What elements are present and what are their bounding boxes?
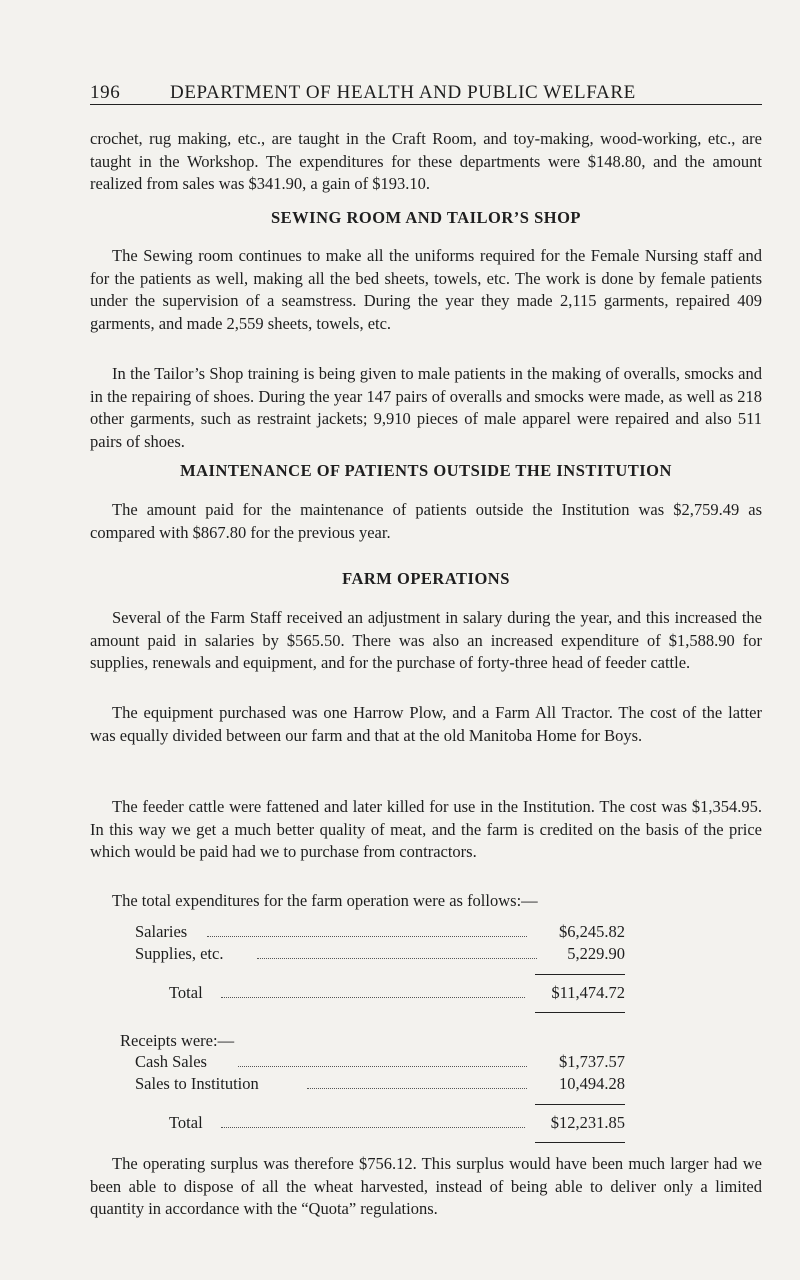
farm-block-2 [90, 702, 762, 747]
sewing-heading: SEWING ROOM AND TAILOR’S SHOP [270, 208, 582, 227]
leader-dots [221, 997, 525, 998]
farm-paragraph-3: The feeder cattle were fattened and later killed for use in the Institution. The cost was $1,354.95. In this way we get a much better quality of meat, and the farm is credited on the basis of the price which would be paid had we to purchase from contractors. [90, 797, 762, 861]
ledger-total-amount: $12,231.85 [550, 1113, 625, 1132]
ledger-total-label: Total [169, 983, 203, 1002]
farm-block-1 [90, 607, 762, 675]
ledger-row-expenditures-total [169, 983, 625, 1005]
ledger-label: Cash Sales [135, 1052, 207, 1071]
closing-block [90, 1153, 762, 1221]
total-rule [535, 1142, 625, 1143]
page-number: 196 [90, 82, 121, 103]
intro-block [90, 128, 762, 196]
farm-heading: FARM OPERATIONS [342, 569, 510, 588]
ledger-row-receipts-total [169, 1113, 625, 1135]
sewing-paragraph-2: In the Tailor’s Shop training is being given to male patients in the making of overalls, smocks and in the repairing of shoes. During the year 147 pairs of overalls and smocks were made, as well as 218 other garments, such as restraint jackets; 9,910 pieces of male apparel were repaired and also 511 pairs of shoes. [90, 364, 762, 451]
farm-paragraph-2: The equipment purchased was one Harrow Plow, and a Farm All Tractor. The cost of the latter was equally divided between our farm and that at the old Manitoba Home for Boys. [90, 703, 762, 745]
subtotal-rule [535, 974, 625, 975]
ledger-label: Supplies, etc. [135, 944, 224, 963]
ledger-total-label: Total [169, 1113, 203, 1132]
receipts-heading-row [120, 1031, 420, 1053]
total-rule [535, 1012, 625, 1013]
ledger-row-supplies [135, 944, 625, 966]
farm-block-3 [90, 796, 762, 864]
ledger-amount: $1,737.57 [559, 1052, 625, 1071]
closing-paragraph: The operating surplus was therefore $756.12. This surplus would have been much larger had we been able to dispose of all the wheat harvested, instead of being able to deliver only a limited quantity in accordance with the “Quota” regulations. [90, 1154, 762, 1218]
ledger-row-salaries [135, 922, 625, 944]
receipts-heading: Receipts were:— [120, 1031, 235, 1050]
leader-dots [221, 1127, 525, 1128]
ledger-amount: 5,229.90 [567, 944, 625, 963]
header-title: DEPARTMENT OF HEALTH AND PUBLIC WELFARE [170, 82, 636, 103]
leader-dots [238, 1066, 527, 1067]
farm-block-4 [90, 890, 762, 913]
tailor-block [90, 363, 762, 453]
sewing-paragraph-1: The Sewing room continues to make all the uniforms required for the Female Nursing staff and for the patients as well, making all the bed sheets, towels, etc. The work is done by female patients under the supervision of a seamstress. During the year they made 2,115 garments, repaired 409 garments, and made 2,559 sheets, towels, etc. [90, 246, 762, 333]
farm-paragraph-4: The total expenditures for the farm operation were as follows:— [112, 891, 538, 910]
maintenance-block [90, 499, 762, 544]
ledger-label: Sales to Institution [135, 1074, 259, 1093]
ledger-amount: 10,494.28 [559, 1074, 625, 1093]
intro-paragraph: crochet, rug making, etc., are taught in the Craft Room, and toy-making, wood-working, etc., are taught in the Workshop. The expenditures for these departments were $148.80, and the amount realized from sales was $341.90, a gain of $193.10. [90, 129, 762, 193]
ledger-total-amount: $11,474.72 [551, 983, 625, 1002]
subtotal-rule [535, 1104, 625, 1105]
ledger-row-sales-to-institution [135, 1074, 625, 1096]
farm-paragraph-1: Several of the Farm Staff received an adjustment in salary during the year, and this increased the amount paid in salaries by $565.50. There was also an increased expenditure of $1,588.90 for supplies, renewals and equipment, and for the purchase of forty-three head of feeder cattle. [90, 608, 762, 672]
leader-dots [257, 958, 537, 959]
leader-dots [207, 936, 527, 937]
ledger-row-cash-sales [135, 1052, 625, 1074]
running-header [90, 76, 762, 105]
maintenance-heading: MAINTENANCE OF PATIENTS OUTSIDE THE INSTITUTION [180, 461, 672, 480]
maintenance-paragraph: The amount paid for the maintenance of patients outside the Institution was $2,759.49 as compared with $867.80 for the previous year. [90, 500, 762, 542]
ledger-amount: $6,245.82 [559, 922, 625, 941]
leader-dots [307, 1088, 527, 1089]
sewing-block [90, 245, 762, 335]
ledger-label: Salaries [135, 922, 188, 941]
